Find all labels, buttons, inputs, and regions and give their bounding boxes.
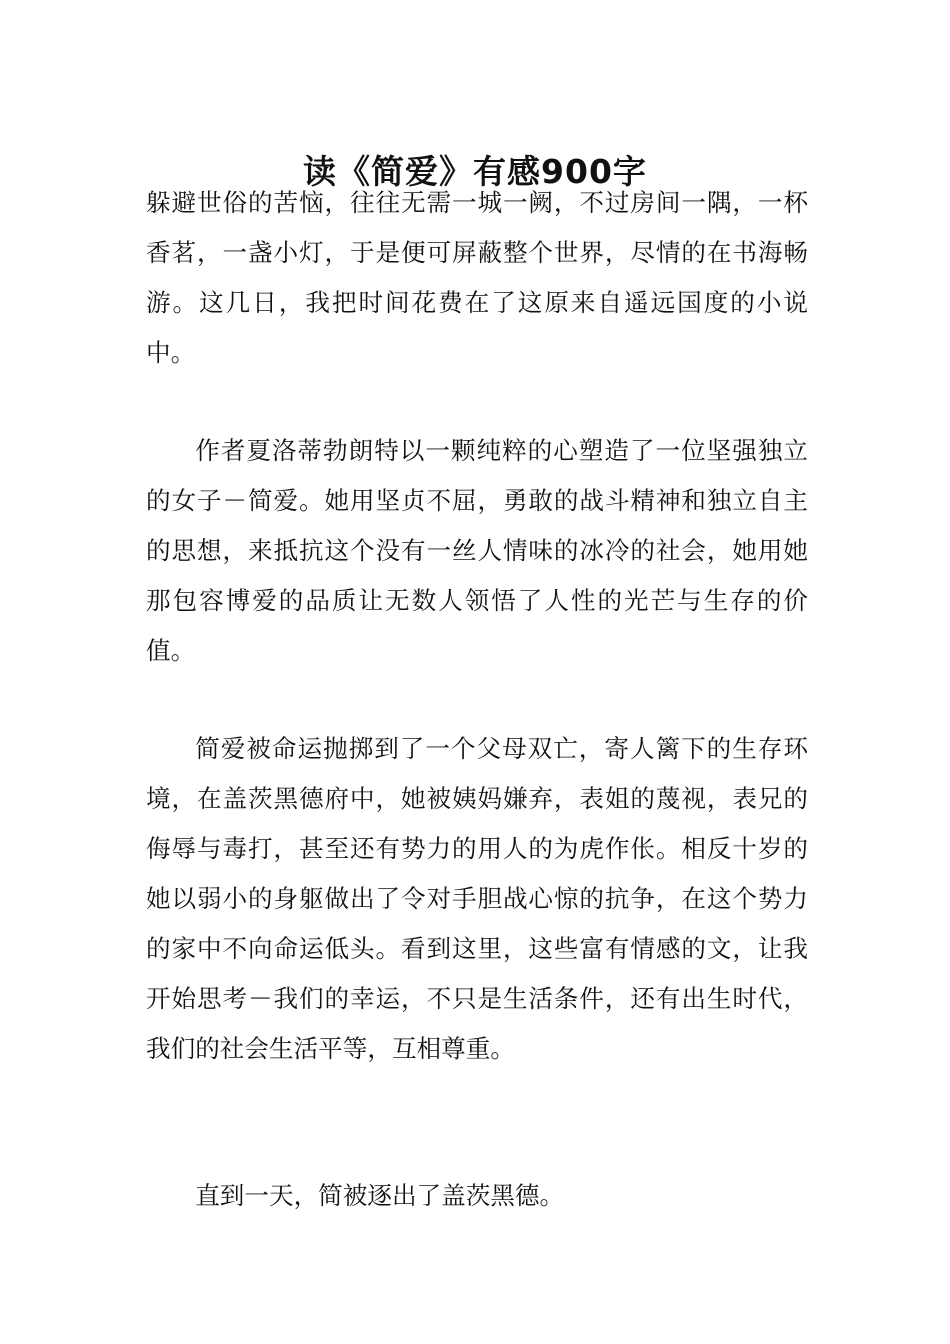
paragraph-2: 作者夏洛蒂勃朗特以一颗纯粹的心塑造了一位坚强独立的女子－简爱。她用坚贞不屈，勇敢的战斗精神和独立自主的思想，来抵抗这个没有一丝人情味的冰冷的社会，她用她那包容博爱的品质让无数人领悟了人性的光芒与生存的价值。 bbox=[146, 436, 808, 665]
paragraph-4: 直到一天，简被逐出了盖茨黑德。 bbox=[195, 1181, 565, 1210]
document-title: 读《简爱》有感900字 bbox=[303, 152, 647, 192]
paragraph-3: 简爱被命运抛掷到了一个父母双亡，寄人篱下的生存环境，在盖茨黑德府中，她被姨妈嫌弃，表姐的蔑视，表兄的侮辱与毒打，甚至还有势力的用人的为虎作伥。相反十岁的她以弱小的身躯做出了令对手胆战心惊的抗争，在这个势力的家中不向命运低头。看到这里，这些富有情感的文，让我开始思考－我们的幸运，不只是生活条件，还有出生时代，我们的社会生活平等，互相尊重。 bbox=[146, 734, 808, 1063]
paragraph-1: 躲避世俗的苦恼，往往无需一城一阙，不过房间一隅，一杯香茗，一盏小灯，于是便可屏蔽整个世界，尽情的在书海畅游。这几日，我把时间花费在了这原来自遥远国度的小说中。 bbox=[146, 188, 808, 367]
